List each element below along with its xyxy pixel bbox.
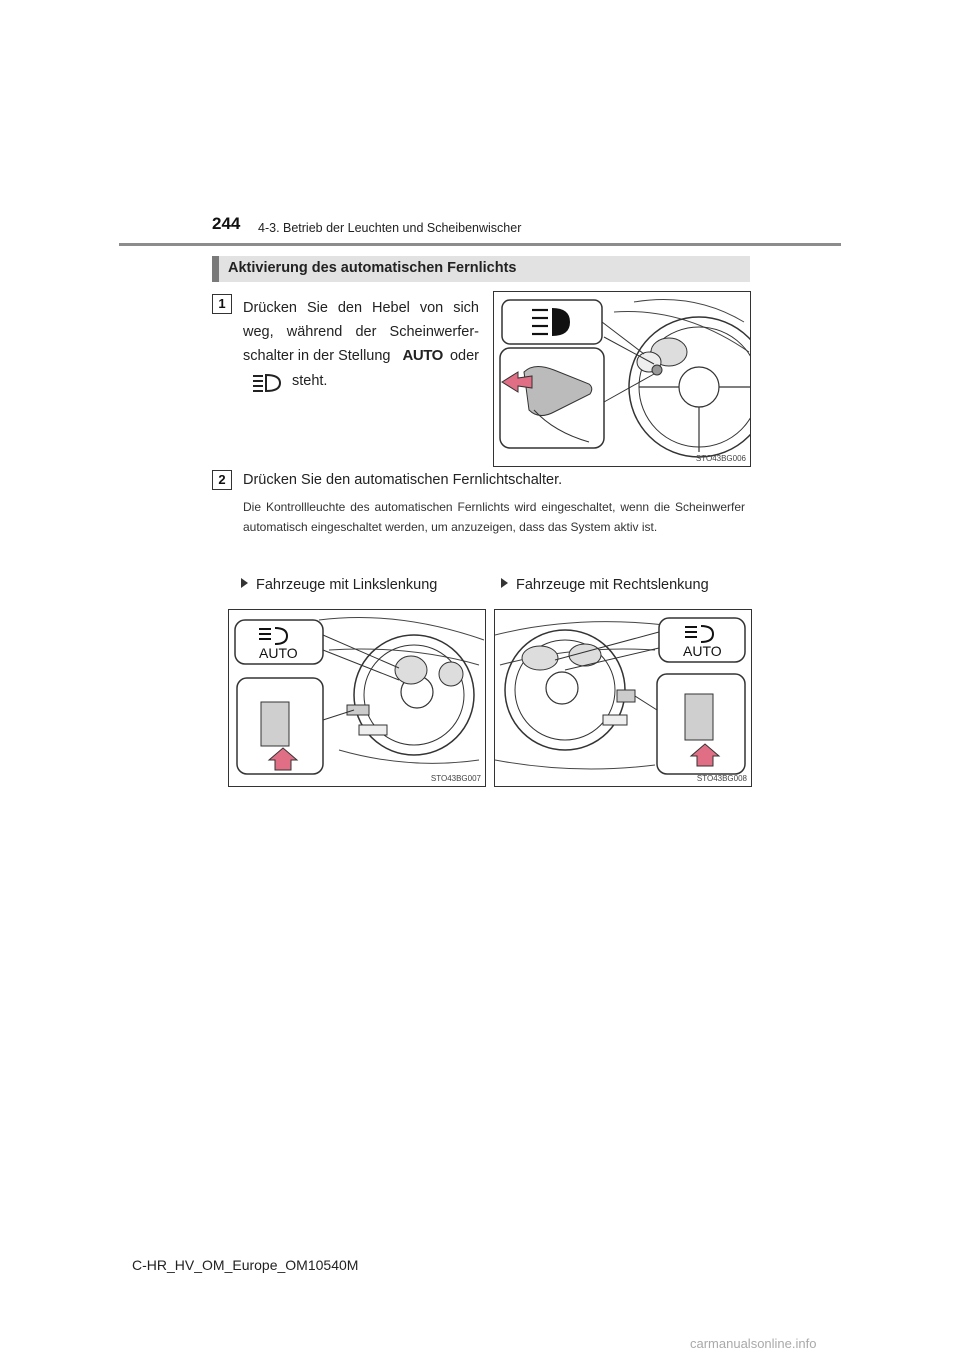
section-title: Aktivierung des automatischen Fernlichts: [228, 260, 517, 276]
lhd-auto-label: AUTO: [259, 645, 298, 661]
bullet-triangle-icon: [501, 578, 508, 588]
step-1-number: 1: [212, 294, 232, 314]
figure-left-caption: [241, 577, 437, 593]
figure-1-code: STO43BG006: [695, 454, 746, 463]
step-1-text: [243, 296, 479, 344]
watermark: carmanualsonline.info: [690, 1336, 817, 1351]
step-1-line-3-text: schalter in der Stellung: [243, 348, 391, 364]
lever-illustration: [493, 291, 751, 467]
section-heading: [212, 256, 750, 282]
headlight-on-icon: [250, 372, 284, 394]
step-1-line-3-or: oder: [449, 348, 479, 364]
rhd-auto-label: AUTO: [683, 643, 722, 659]
step-1-line-4: steht.: [292, 373, 328, 389]
figure-rhd-code: STO43BG008: [696, 774, 747, 783]
auto-symbol: AUTO: [402, 347, 443, 364]
figure-right-caption: [501, 577, 709, 593]
step-1-line-1: Drücken Sie den Hebel von sich: [243, 300, 479, 316]
step-2-number: 2: [212, 470, 232, 490]
step-2-note: Die Kontrollleuchte des automatischen Fernlichts wird eingeschaltet, wenn die Scheinwerfer automatisch eingeschaltet werden, um anzuzeigen, dass das System aktiv ist.: [243, 500, 745, 534]
chapter-title: 4-3. Betrieb der Leuchten und Scheibenwischer: [258, 221, 522, 235]
rhd-dashboard-illustration: [494, 609, 752, 787]
page-number: 244: [212, 214, 241, 233]
step-1-line-3: [243, 344, 479, 368]
section-heading-bar: [212, 256, 219, 282]
figure-lhd-code: STO43BG007: [430, 774, 481, 783]
step-1-line-2: weg, während der Scheinwerfer-: [243, 324, 479, 340]
step-2-text: Drücken Sie den automatischen Fernlichtschalter.: [243, 472, 563, 488]
document-id: C-HR_HV_OM_Europe_OM10540M: [132, 1257, 359, 1273]
header-divider: [119, 243, 841, 246]
figure-right-caption-text: Fahrzeuge mit Rechtslenkung: [516, 577, 709, 593]
bullet-triangle-icon: [241, 578, 248, 588]
figure-left-caption-text: Fahrzeuge mit Linkslenkung: [256, 577, 438, 593]
lhd-dashboard-illustration: [228, 609, 486, 787]
